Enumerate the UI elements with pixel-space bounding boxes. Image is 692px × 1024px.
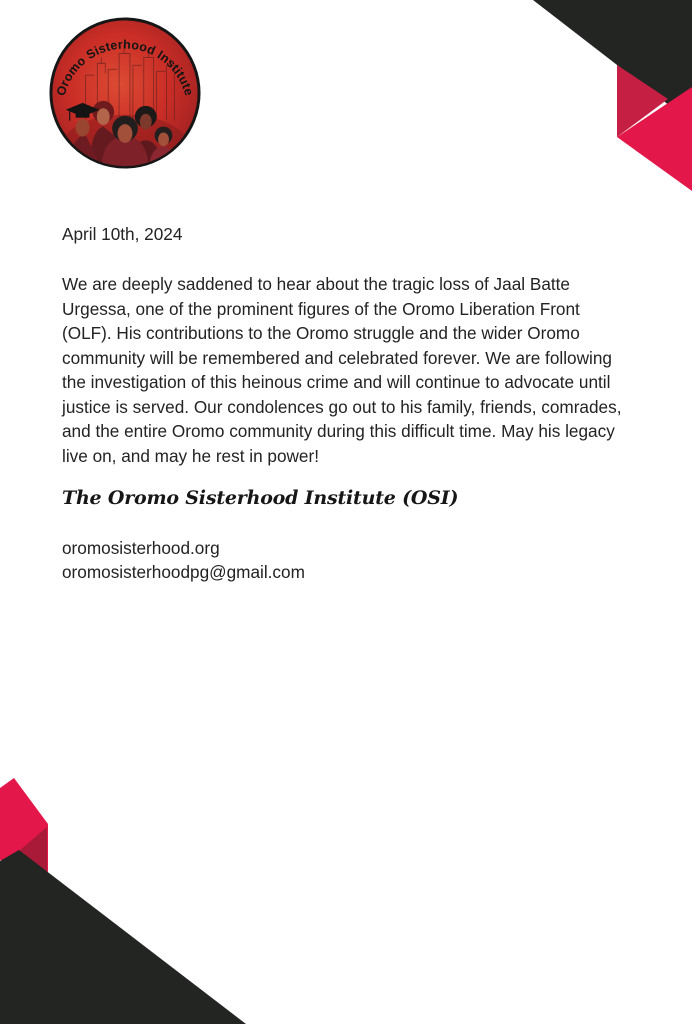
email-text: oromosisterhoodpg@gmail.com [62,561,305,582]
osi-logo [46,14,204,172]
letter-date: April 10th, 2024 [62,224,183,244]
body-line: and the entire Oromo community during this difficult time. May his legacy [62,421,615,441]
body-line: Urgessa, one of the prominent figures of the Oromo Liberation Front [62,298,580,319]
body-line: justice is served. Our condolences go out to his family, friends, comrades, [62,396,622,417]
body-line: community will be remembered and celebrated forever. We are following [62,347,612,368]
body-line: We are deeply saddened to hear about the tragic loss of Jaal Batte [62,274,570,294]
website-text: oromosisterhood.org [62,538,220,558]
corner-decoration-bottom-left [0,774,250,1024]
logo-ring-text: Oromo Sisterhood Institute [53,37,197,98]
body-line: live on, and may he rest in power! [62,445,319,466]
body-line: (OLF). His contributions to the Oromo struggle and the wider Oromo [62,323,580,343]
contact-block [62,537,305,584]
corner-black-triangle [0,850,246,1024]
corner-decoration-top-right [532,0,692,195]
signature-script: The Oromo Sisterhood Institute (OSI) [62,487,459,509]
osi-logo-art [46,14,204,172]
letter-body [62,272,621,468]
body-line: the investigation of this heinous crime and will continue to advocate until [62,372,611,392]
